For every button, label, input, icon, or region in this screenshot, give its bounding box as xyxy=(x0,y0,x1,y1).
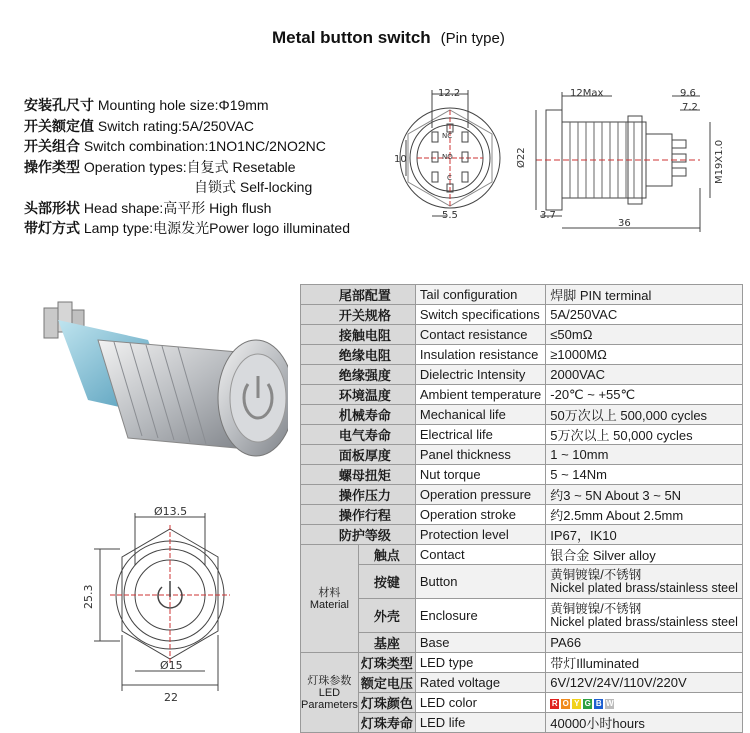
dim-label: 36 xyxy=(618,218,631,229)
table-row: 灯珠颜色 LED color R O Y G B W xyxy=(301,693,743,713)
led-color-swatch: B xyxy=(595,698,602,708)
led-color-swatch: Y xyxy=(574,698,580,708)
title-subtitle: (Pin type) xyxy=(440,30,505,47)
led-group-label: 灯珠参数 LED Parameters xyxy=(301,653,359,733)
spec-line: 操作类型 Operation types:自复式 Resetable xyxy=(24,158,296,175)
top-technical-drawing xyxy=(380,88,750,238)
table-row: 开关规格 Switch specifications 5A/250VAC xyxy=(301,305,743,325)
table-row: 电气寿命 Electrical life 5万次以上 50,000 cycles xyxy=(301,425,743,445)
spec-line: 安装孔尺寸 Mounting hole size:Φ19mm xyxy=(24,97,269,113)
spec-line: 带灯方式 Lamp type:电源发光Power logo illuminated xyxy=(24,220,351,236)
table-row: 材料 Material 触点 Contact 银合金 Silver alloy xyxy=(301,545,743,565)
spec-line: 开关额定值 Switch rating:5A/250VAC xyxy=(24,117,255,134)
table-row: 绝缘强度 Dielectric Intensity 2000VAC xyxy=(301,365,743,385)
front-view-drawing xyxy=(80,505,260,715)
title-text: Metal button switch xyxy=(272,28,431,47)
table-row: 操作行程 Operation stroke 约2.5mm About 2.5mm xyxy=(301,505,743,525)
dim-label: 25.3 xyxy=(82,584,95,609)
table-row: 绝缘电阻 Insulation resistance ≥1000MΩ xyxy=(301,345,743,365)
spec-table xyxy=(300,284,743,733)
spec-line: 自锁式 Self-locking xyxy=(194,179,313,195)
led-color-swatch: R xyxy=(551,698,558,708)
pin-label: NC xyxy=(442,132,453,140)
table-row: 环境温度 Ambient temperature -20℃ ~ +55℃ xyxy=(301,385,743,405)
dim-label: 9.6 xyxy=(680,88,696,99)
table-row: 额定电压 Rated voltage 6V/12V/24V/110V/220V xyxy=(301,673,743,693)
led-color-swatch: G xyxy=(584,698,591,708)
table-row: 灯珠寿命 LED life 40000小时hours xyxy=(301,713,743,733)
spec-line: 开关组合 Switch combination:1NO1NC/2NO2NC xyxy=(24,138,326,154)
table-row: 按键 Button 黄铜镀镍/不锈钢 Nickel plated brass/stainless steel xyxy=(301,565,743,599)
table-row: 外壳 Enclosure 黄铜镀镍/不锈钢 Nickel plated brass/stainless steel xyxy=(301,599,743,633)
table-row: 接触电阻 Contact resistance ≤50mΩ xyxy=(301,325,743,345)
table-row: 防护等级 Protection level IP67，IK10 xyxy=(301,525,743,545)
table-row: 机械寿命 Mechanical life 50万次以上 500,000 cycles xyxy=(301,405,743,425)
pin-label: NO xyxy=(442,153,453,161)
table-row: 操作压力 Operation pressure 约3 ~ 5N About 3 ~ 5N xyxy=(301,485,743,505)
dim-label: Ø22 xyxy=(516,147,527,168)
material-group-label: 材料 Material xyxy=(301,545,359,653)
table-row: 螺母扭矩 Nut torque 5 ~ 14Nm xyxy=(301,465,743,485)
page-title xyxy=(272,28,505,48)
table-row: 面板厚度 Panel thickness 1 ~ 10mm xyxy=(301,445,743,465)
pin-label: C xyxy=(447,174,452,182)
dim-label: 22 xyxy=(164,691,178,704)
product-photo xyxy=(28,280,288,500)
dim-label: 12.2 xyxy=(438,88,461,99)
dim-label: 3.7 xyxy=(540,210,556,221)
table-row: 尾部配置 Tail configuration 焊脚 PIN terminal xyxy=(301,285,743,305)
led-color-swatches xyxy=(546,693,743,713)
dim-label: 5.5 xyxy=(442,210,458,221)
dim-label: M19X1.0 xyxy=(714,139,725,184)
spec-line: 头部形状 Head shape:高平形 High flush xyxy=(24,199,272,216)
table-row: 基座 Base PA66 xyxy=(301,633,743,653)
led-color-swatch: W xyxy=(605,698,614,708)
dim-label: 7.2 xyxy=(682,102,698,113)
table-row: 灯珠参数 LED Parameters 灯珠类型 LED type 带灯Illuminated xyxy=(301,653,743,673)
dim-label: 12Max xyxy=(570,88,604,99)
led-color-swatch: O xyxy=(562,698,569,708)
dim-label: Ø13.5 xyxy=(154,505,188,518)
dim-label: Ø15 xyxy=(160,659,183,672)
spec-list xyxy=(24,95,350,239)
dim-label: 10 xyxy=(394,154,407,165)
